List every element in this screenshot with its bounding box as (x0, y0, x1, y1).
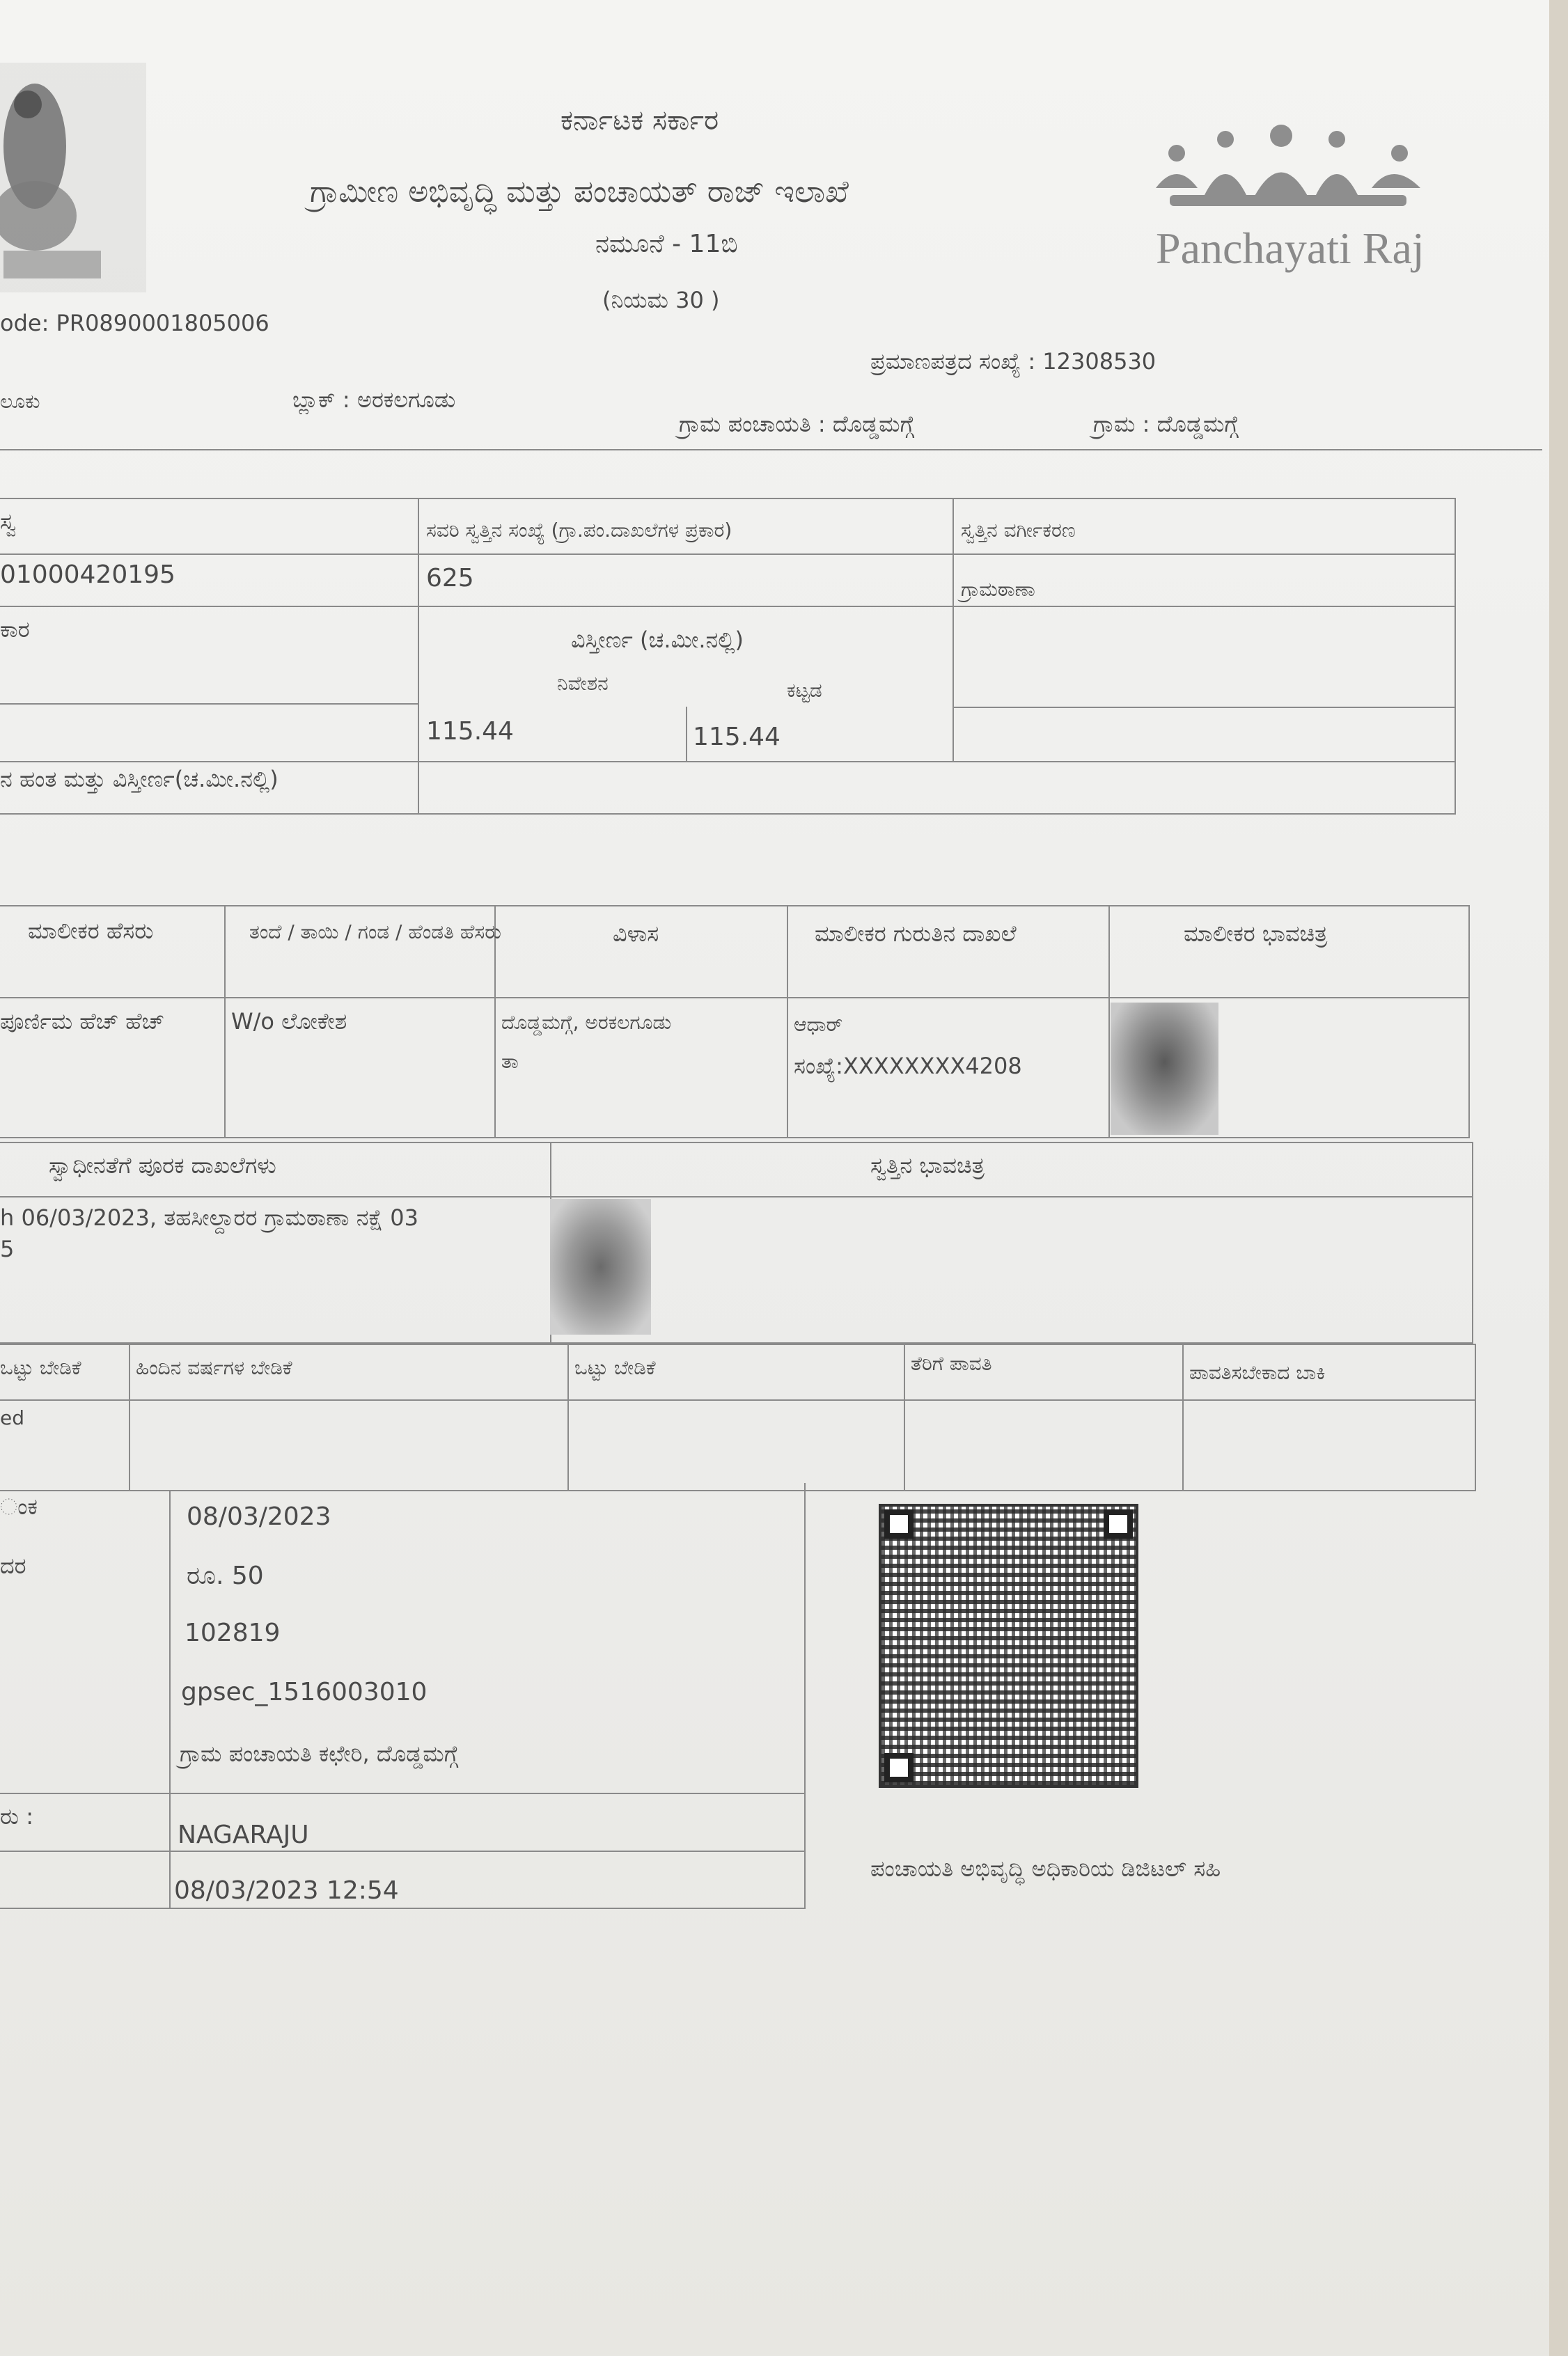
code-label: ode: PR0890001805006 (0, 310, 269, 336)
demand-header: ಒಟ್ಟು ಬೇಡಿಕೆ (574, 1356, 656, 1379)
documents-line2: 5 (0, 1236, 15, 1262)
survey-number-label: ಸವರಿ ಸ್ವತ್ತಿನ ಸಂಖ್ಯೆ (ಗ್ರಾ.ಪಂ.ದಾಖಲೆಗಳ ಪ್ರಕಾರ) (426, 519, 732, 542)
site-label: ನಿವೇಶನ (557, 672, 609, 695)
tax-row-label: ed (0, 1406, 24, 1429)
digital-signature-label: ಪಂಚಾಯತಿ ಅಭಿವೃದ್ಧಿ ಅಧಿಕಾರಿಯ ಡಿಜಿಟಲ್ ಸಹಿ (870, 1855, 1221, 1882)
property-photo-header: ಸ್ವತ್ತಿನ ಭಾವಚಿತ್ರ (870, 1152, 985, 1179)
left-label: ಲೂಕು (0, 390, 40, 413)
form-name: ನಮೂನೆ - 11ಬಿ (595, 230, 738, 258)
logo-text: Panchayati Raj (1156, 223, 1425, 273)
owner-id-line2: ಸಂಖ್ಯೆ:XXXXXXXX4208 (794, 1053, 1022, 1079)
property-id-value: 01000420195 (0, 560, 175, 589)
owner-address-line2: ತಾ (501, 1050, 519, 1073)
balance-header: ಪಾವತಿಸಬೇಕಾದ ಬಾಕಿ (1189, 1361, 1326, 1384)
owner-photo-header: ಮಾಲೀಕರ ಭಾವಚಿತ್ರ (1184, 920, 1328, 947)
owner-id-line1: ಆಧಾರ್ (794, 1013, 843, 1036)
documents-header: ಸ್ವಾಧೀನತೆಗೆ ಪೂರಕ ದಾಖಲೆಗಳು (49, 1152, 276, 1179)
issue-timestamp: 08/03/2023 12:54 (174, 1876, 399, 1905)
id-doc-header: ಮಾಲೀಕರ ಗುರುತಿನ ದಾಖಲೆ (815, 920, 1017, 947)
documents-line1: h 06/03/2023, ತಹಸೀಲ್ದಾರರ ಗ್ರಾಮಠಾಣಾ ನಕ್ಷೆ 03 (0, 1204, 419, 1231)
issuing-office: ಗ್ರಾಮ ಪಂಚಾಯತಿ ಕಛೇರಿ, ದೊಡ್ಡಮಗ್ಗೆ (180, 1741, 459, 1767)
issue-fee: ರೂ. 50 (187, 1562, 264, 1590)
owner-name-header: ಮಾಲೀಕರ ಹೆಸರು (28, 918, 154, 944)
area-label: ವಿಸ್ತೀರ್ಣ (ಚ.ಮೀ.ನಲ್ಲಿ) (571, 627, 744, 653)
owner-relation: W/o ಲೋಕೇಶ (231, 1008, 347, 1035)
issuer-name: NAGARAJU (178, 1821, 309, 1849)
issue-fee-label: ದರ (0, 1553, 26, 1579)
address-header: ವಿಳಾಸ (613, 920, 659, 947)
karnataka-emblem (0, 63, 146, 292)
building-area-value: 115.44 (693, 723, 781, 751)
qr-code (879, 1504, 1138, 1788)
classification-value: ಗ್ರಾಮಠಾಣಾ (961, 578, 1035, 601)
previous-demand-header: ಹಿಂದಿನ ವರ್ಷಗಳ ಬೇಡಿಕೆ (136, 1356, 292, 1379)
survey-number-value: 625 (426, 564, 474, 592)
block-label: ಬ್ಲಾಕ್ : ಅರಕಲಗೂಡು (292, 386, 456, 413)
issue-date-label: ಂಕ (0, 1493, 38, 1520)
qr-finder-top-left (884, 1509, 914, 1539)
issuer-user-id: gpsec_1516003010 (181, 1678, 428, 1706)
building-label: ಕಟ್ಟಡ (787, 679, 822, 702)
dept-title: ಗ್ರಾಮೀಣ ಅಭಿವೃದ್ಧಿ ಮತ್ತು ಪಂಚಾಯತ್ ರಾಜ್ ಇಲಾಖೆ (310, 174, 849, 210)
owner-address-line1: ದೊಡ್ಡಮಗ್ಗೆ, ಅರಕಲಗೂಡು (501, 1011, 672, 1034)
gov-title: ಕರ್ನಾಟಕ ಸರ್ಕಾರ (560, 104, 719, 136)
issuer-name-label: ರು : (0, 1803, 34, 1830)
tax-paid-header: ತೆರಿಗೆ ಪಾವತಿ (911, 1352, 992, 1375)
property-photo (550, 1199, 651, 1335)
village-label: ಗ್ರಾಮ : ದೊಡ್ಡಮಗ್ಗೆ (1093, 411, 1239, 437)
site-area-value: 115.44 (426, 717, 514, 746)
rule-label: (ನಿಯಮ 30 ) (602, 287, 720, 313)
issue-date: 08/03/2023 (187, 1502, 331, 1531)
classification-label: ಸ್ವತ್ತಿನ ವರ್ಗೀಕರಣ (961, 519, 1076, 542)
gram-panchayat-label: ಗ್ರಾಮ ಪಂಚಾಯತಿ : ದೊಡ್ಡಮಗ್ಗೆ (679, 411, 915, 437)
property-type-label: ಕಾರ (0, 616, 30, 643)
relation-header: ತಂದೆ / ತಾಯಿ / ಗಂಡ / ಹೆಂಡತಿ ಹೆಸರು (249, 920, 501, 943)
receipt-number: 102819 (185, 1619, 281, 1647)
total-demand-header: ಒಟ್ಟು ಬೇಡಿಕೆ (0, 1356, 81, 1379)
property-id-label: ಸ್ವ (0, 508, 16, 535)
header-divider (0, 449, 1542, 450)
owner-name: ಪೂರ್ಣಿಮ ಹೆಚ್ ಹೆಚ್ (0, 1008, 164, 1035)
owner-photo (1111, 1003, 1218, 1135)
floor-area-label: ನ ಹಂತ ಮತ್ತು ವಿಸ್ತೀರ್ಣ(ಚ.ಮೀ.ನಲ್ಲಿ) (0, 766, 279, 792)
certificate-number: ಪ್ರಮಾಣಪತ್ರದ ಸಂಖ್ಯೆ : 12308530 (870, 348, 1157, 375)
qr-finder-top-right (1104, 1509, 1133, 1539)
panchayati-raj-logo (1149, 111, 1427, 285)
qr-finder-bottom-left (884, 1753, 914, 1782)
